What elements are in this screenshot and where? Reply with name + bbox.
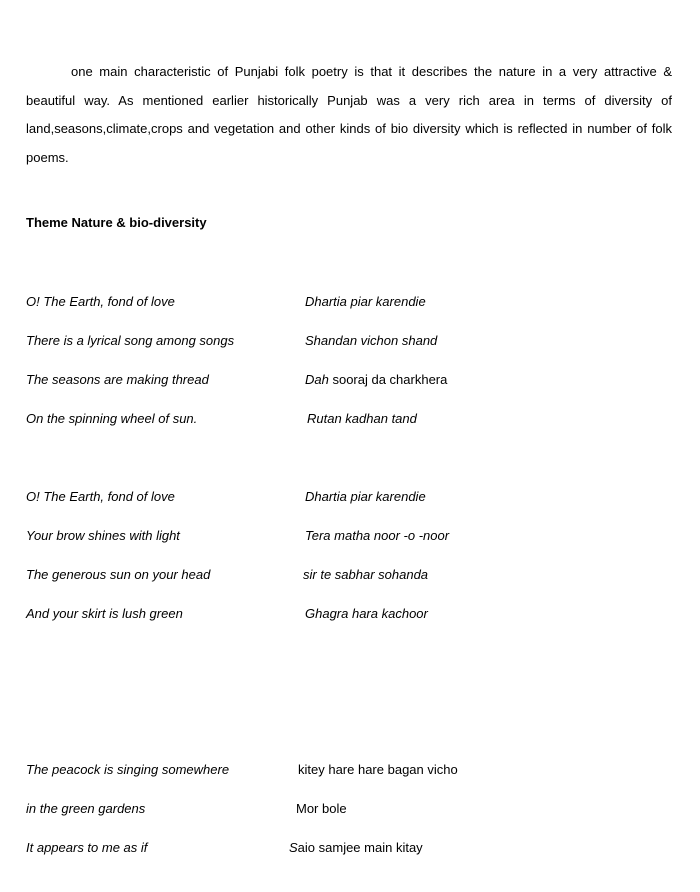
stanza-1-english-line-2: There is a lyrical song among songs [26, 333, 235, 348]
stanza-1-punjabi-line-2: Shandan vichon shand [305, 333, 438, 348]
stanza-1-punjabi-line-3-italic: Dah [305, 372, 329, 387]
stanza-1-english-line-3: The seasons are making thread [26, 372, 209, 387]
stanza-1-punjabi-line-4: Rutan kadhan tand [307, 411, 417, 426]
stanza-2-english-line-3: The generous sun on your head [26, 567, 211, 582]
stanza-2-punjabi-line-2: Tera matha noor -o -noor [305, 528, 450, 543]
stanza-1-english-line-4: On the spinning wheel of sun. [26, 411, 198, 426]
intro-paragraph: one main characteristic of Punjabi folk poetry is that it describes the nature in a very attractive & beautiful way. As mentioned earlier historically Punjab was a very rich area in terms of diversity of land,seasons,climate,crops and vegetation and other kinds of bio diversity which is reflected in number of folk poems. [26, 64, 672, 165]
stanza-2-punjabi-line-4: Ghagra hara kachoor [305, 606, 428, 621]
stanza-2-english-line-4: And your skirt is lush green [26, 606, 183, 621]
stanza-2-punjabi-line-3: sir te sabhar sohanda [303, 567, 429, 582]
stanza-3-punjabi-line-1: kitey hare hare bagan vicho [298, 762, 458, 777]
stanza-3-english-line-2: in the green gardens [26, 801, 146, 816]
section-heading: Theme Nature & bio-diversity [26, 215, 207, 230]
stanza-2-english-line-1: O! The Earth, fond of love [26, 489, 175, 504]
stanza-3-punjabi-line-3-italic: S [289, 840, 298, 855]
stanza-3-punjabi-line-2: Mor bole [296, 801, 347, 816]
stanza-1-punjabi-line-3 [305, 371, 447, 389]
stanza-1-punjabi-line-3-rest: sooraj da charkhera [328, 372, 448, 387]
stanza-3-punjabi-line-3 [289, 839, 423, 857]
stanza-3-english-line-3: It appears to me as if [26, 840, 148, 855]
stanza-2-punjabi-line-1: Dhartia piar karendie [305, 489, 426, 504]
stanza-2-english-line-2: Your brow shines with light [26, 528, 180, 543]
stanza-1-punjabi-line-1: Dhartia piar karendie [305, 294, 426, 309]
stanza-1-english-line-1: O! The Earth, fond of love [26, 294, 175, 309]
stanza-3-punjabi-line-3-rest: aio samjee main kitay [297, 840, 423, 855]
stanza-3-english-line-1: The peacock is singing somewhere [26, 762, 230, 777]
